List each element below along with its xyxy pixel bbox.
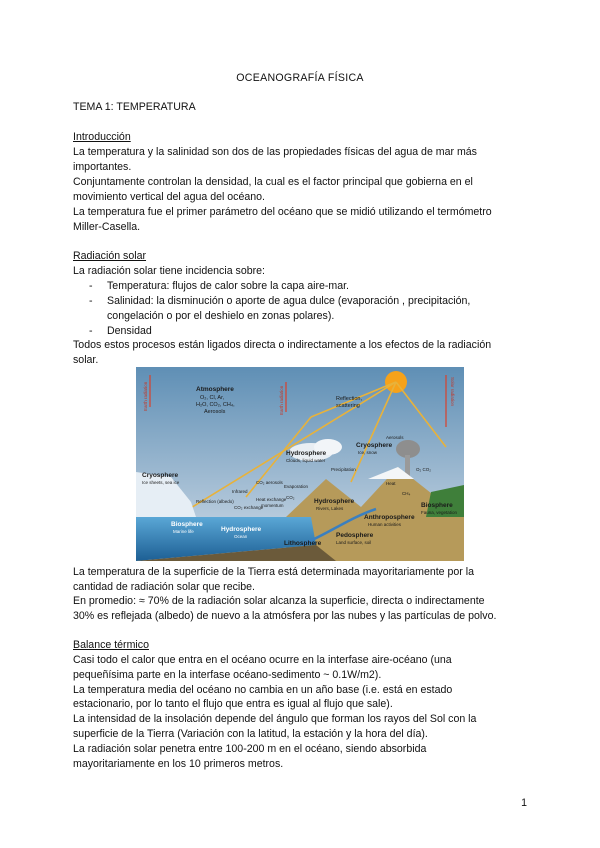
label-hydrosphere-ocean-sub: Ocean xyxy=(234,534,248,539)
label-cryosphere-left-sub: Ice sheets, sea ice xyxy=(142,480,180,485)
label-heat-exchange: Heat exchange xyxy=(256,497,287,502)
bullet-dash: - xyxy=(89,280,93,292)
caption-line: En promedio: ≈ 70% de la radiación solar alcanza la superficie, directa o indirectamente xyxy=(73,595,485,607)
caption-line: La temperatura de la superficie de la Tierra está determinada mayoritariamente por la xyxy=(73,566,475,578)
label-biosphere-left: Biosphere xyxy=(171,521,203,528)
label-co2-exchange: CO₂ exchange xyxy=(234,505,264,510)
label-scattering: scattering xyxy=(336,403,360,409)
label-reflection: Reflection, xyxy=(336,396,362,402)
label-atmosphere: Atmosphere xyxy=(196,386,234,393)
bullet-item-cont: congelación o por el deshielo en zonas polares). xyxy=(107,310,335,322)
intro-line: La temperatura y la salinidad son dos de las propiedades físicas del agua de mar más xyxy=(73,146,477,158)
intro-line: importantes. xyxy=(73,161,132,173)
label-hydrosphere-ocean: Hydrosphere xyxy=(221,526,262,533)
label-cryosphere-left: Cryosphere xyxy=(142,472,179,479)
label-o2-co2: O₂ CO₂ xyxy=(416,467,431,472)
tema-title: TEMA 1: TEMPERATURA xyxy=(73,101,196,113)
label-hydrosphere-rivers-sub: Rivers, Lakes xyxy=(316,506,344,511)
balance-line: La intensidad de la insolación depende del ángulo que forman los rayos del Sol con la xyxy=(73,713,477,725)
bullet-dash: - xyxy=(89,295,93,307)
label-atmosphere-gases-2: H₂O, CO₂, CH₄, xyxy=(196,402,235,408)
balance-line: La temperatura media del océano no cambia en un año base (i.e. está en estado xyxy=(73,684,453,696)
radiacion-lead: La radiación solar tiene incidencia sobre: xyxy=(73,265,265,277)
balance-line: Casi todo el calor que entra en el océano ocurre en la interfase aire-océano (una xyxy=(73,654,452,666)
radiacion-after: Todos estos procesos están ligados directa o indirectamente a los efectos de la radiación xyxy=(73,339,492,351)
caption-line: cantidad de radiación solar que recibe. xyxy=(73,581,255,593)
bullet-dash: - xyxy=(89,325,93,337)
label-infrared: Infrared xyxy=(232,489,248,494)
label-co2-aerosols: CO₂ aerosols xyxy=(256,480,283,485)
intro-heading: Introducción xyxy=(73,131,131,143)
label-biosphere-left-sub: Marine life xyxy=(173,529,194,534)
balance-line: La radiación solar penetra entre 100-200 m en el océano, siendo absorbida xyxy=(73,743,427,755)
balance-line: mayoritariamente en los 10 primeros metros. xyxy=(73,758,284,770)
intro-line: Miller-Casella. xyxy=(73,221,141,233)
label-hydrosphere-rivers: Hydrosphere xyxy=(314,498,355,505)
label-anthroposphere-sub: Human activities xyxy=(368,522,402,527)
label-pedosphere-sub: Land surface, soil xyxy=(336,540,372,545)
climate-system-diagram xyxy=(136,367,464,561)
label-earth-radiation: Earth radiation xyxy=(143,381,148,411)
label-hydrosphere-clouds-sub: Clouds, liquid water xyxy=(286,458,326,463)
label-precipitation: Precipitation xyxy=(331,467,356,472)
intro-line: movimiento vertical del agua del océano. xyxy=(73,191,265,203)
label-pedosphere: Pedosphere xyxy=(336,532,374,539)
label-heat: Heat xyxy=(386,481,396,486)
label-lithosphere: Lithosphere xyxy=(284,540,322,547)
label-hydrosphere-clouds: Hydrosphere xyxy=(286,450,327,457)
balance-line: pequeñísima parte en la interfase océano-sedimento ~ 0.1W/m2). xyxy=(73,669,382,681)
label-atmosphere-gases: O₂, Cl, Ar, xyxy=(200,395,225,401)
label-cryosphere-right-sub: Ice, snow xyxy=(358,450,378,455)
label-earth-radiation-2: Earth radiation xyxy=(279,385,284,415)
balance-line: estacionario, por lo tanto el flujo que entra es igual al flujo que sale). xyxy=(73,698,393,710)
bullet-item: Densidad xyxy=(107,325,152,337)
balance-heading: Balance térmico xyxy=(73,639,149,651)
caption-line: 30% es reflejada (albedo) de nuevo a la atmósfera por las nubes y las partículas de polvo. xyxy=(73,610,497,622)
label-reflection-albedo: Reflection (albedo) xyxy=(196,499,234,504)
balance-line: superficie de la Tierra (Variación con la latitud, la estación y la hora del día). xyxy=(73,728,428,740)
radiacion-heading: Radiación solar xyxy=(73,250,147,262)
label-cryosphere-right: Cryosphere xyxy=(356,442,393,449)
label-biosphere-right: Biosphere xyxy=(421,502,453,509)
label-evaporation: Evaporation xyxy=(284,484,309,489)
label-momentum: momentum xyxy=(261,503,284,508)
label-anthroposphere: Anthroposphere xyxy=(364,514,415,521)
intro-line: La temperatura fue el primer parámetro del océano que se midió utilizando el termómetro xyxy=(73,206,492,218)
label-biosphere-right-sub: Fauna, vegetation xyxy=(421,510,458,515)
label-aerosols: Aerosols xyxy=(386,435,404,440)
label-atmosphere-aerosols: Aerosols xyxy=(204,409,226,415)
label-co2: CO₂ xyxy=(286,495,295,500)
bullet-item: Temperatura: flujos de calor sobre la capa aire-mar. xyxy=(107,280,350,292)
radiacion-after: solar. xyxy=(73,354,99,366)
label-ch4: CH₄ xyxy=(402,491,411,496)
bullet-item: Salinidad: la disminución o aporte de agua dulce (evaporación , precipitación, xyxy=(107,295,471,307)
page-number: 1 xyxy=(521,797,527,809)
document-title: OCEANOGRAFÍA FÍSICA xyxy=(236,72,364,84)
label-solar-radiation: Solar radiation xyxy=(450,377,455,407)
intro-line: Conjuntamente controlan la densidad, la cual es el factor principal que gobierna en el xyxy=(73,176,473,188)
